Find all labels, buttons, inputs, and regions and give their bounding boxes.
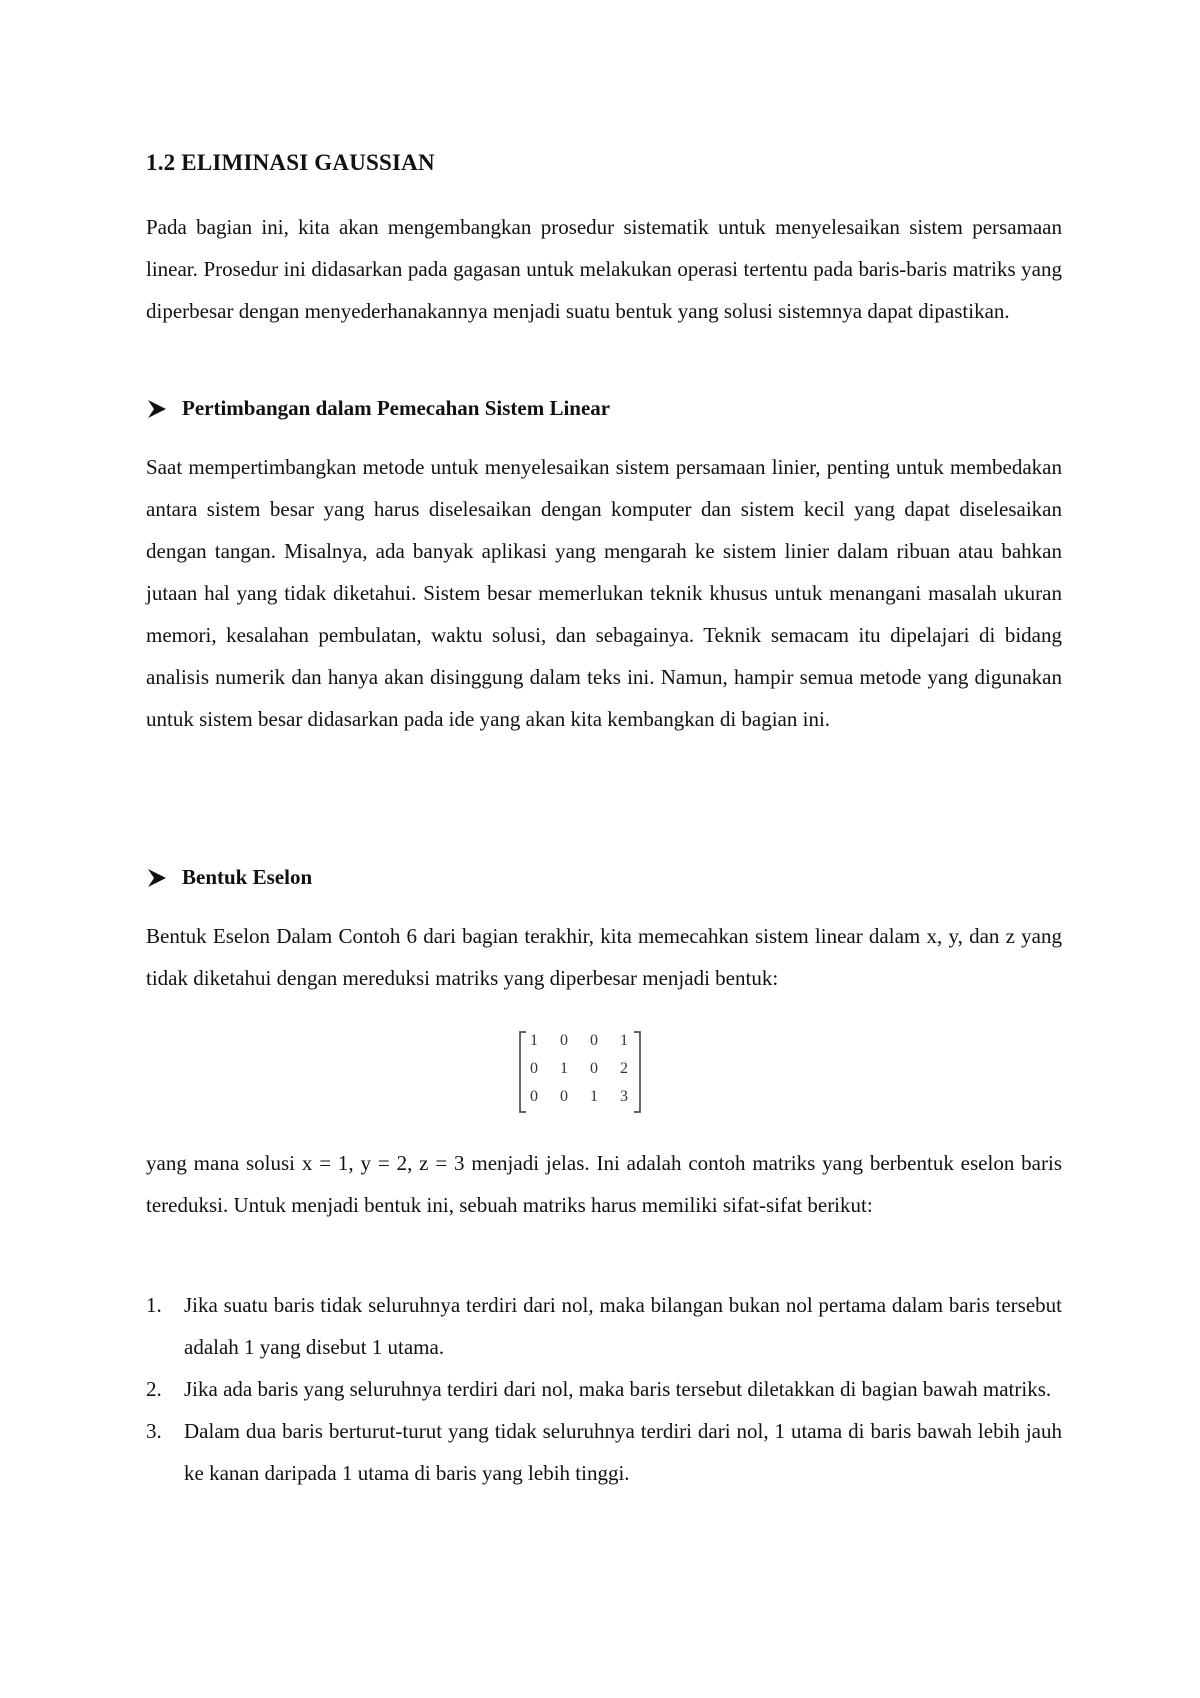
- list-item: [146, 1284, 1062, 1368]
- subheading-label: Bentuk Eselon: [182, 865, 313, 889]
- list-text: Jika suatu baris tidak seluruhnya terdiri dari nol, maka bilangan bukan nol pertama dalam baris tersebut adalah 1 yang disebut 1 utama.: [184, 1293, 1062, 1359]
- matrix-cell: 2: [620, 1060, 628, 1077]
- subheading-label: Pertimbangan dalam Pemecahan Sistem Linear: [182, 396, 611, 420]
- bentuk-eselon-paragraph: Bentuk Eselon Dalam Contoh 6 dari bagian terakhir, kita memecahkan sistem linear dalam x, y, dan z yang tidak diketahui dengan mereduksi matriks yang diperbesar menjadi bentuk:: [146, 924, 1062, 990]
- matrix-cell: 0: [560, 1088, 568, 1105]
- matrix-cell: 0: [590, 1032, 598, 1049]
- augmented-matrix: [518, 1030, 642, 1114]
- pertimbangan-paragraph: Saat mempertimbangkan metode untuk menyelesaikan sistem persamaan linier, penting untuk membedakan antara sistem besar yang harus diselesaikan dengan komputer dan sistem kecil yang dapat diselesaikan dengan tangan. Misalnya, ada banyak aplikasi yang mengarah ke sistem linier dalam ribuan atau bahkan jutaan hal yang tidak diketahui. Sistem besar memerlukan teknik khusus untuk menangani masalah ukuran memori, kesalahan pembulatan, waktu solusi, dan sebagainya. Teknik semacam itu dipelajari di bidang analisis numerik dan hanya akan disinggung dalam teks ini. Namun, hampir semua metode yang digunakan untuk sistem besar didasarkan pada ide yang akan kita kembangkan di bagian ini.: [146, 455, 1062, 731]
- list-item: [146, 1410, 1062, 1494]
- arrow-bullet-icon: [146, 398, 168, 420]
- subheading-pertimbangan: [146, 396, 610, 421]
- matrix-cell: 0: [530, 1060, 538, 1077]
- list-number: 2.: [146, 1377, 162, 1401]
- matrix-cell: 1: [560, 1060, 568, 1077]
- matrix-cell: 0: [590, 1060, 598, 1077]
- solution-paragraph: yang mana solusi x = 1, y = 2, z = 3 menjadi jelas. Ini adalah contoh matriks yang berbentuk eselon baris tereduksi. Untuk menjadi bentuk ini, sebuah matriks harus memiliki sifat-sifat berikut:: [146, 1151, 1062, 1217]
- matrix-cell: 1: [620, 1032, 628, 1049]
- list-item: [146, 1368, 1062, 1410]
- matrix-cell: 0: [530, 1088, 538, 1105]
- matrix-cell: 3: [620, 1088, 628, 1105]
- list-text: Jika ada baris yang seluruhnya terdiri dari nol, maka baris tersebut diletakkan di bagian bawah matriks.: [184, 1377, 1052, 1401]
- list-number: 1.: [146, 1293, 162, 1317]
- list-text: Dalam dua baris berturut-turut yang tidak seluruhnya terdiri dari nol, 1 utama di baris bawah lebih jauh ke kanan daripada 1 utama di baris yang lebih tinggi.: [184, 1419, 1062, 1485]
- subheading-bentuk-eselon: [146, 865, 312, 890]
- section-heading: 1.2 ELIMINASI GAUSSIAN: [146, 150, 435, 175]
- matrix-cell: 0: [560, 1032, 568, 1049]
- intro-paragraph: Pada bagian ini, kita akan mengembangkan prosedur sistematik untuk menyelesaikan sistem persamaan linear. Prosedur ini didasarkan pada gagasan untuk melakukan operasi tertentu pada baris-baris matriks yang diperbesar dengan menyederhanakannya menjadi suatu bentuk yang solusi sistemnya dapat dipastikan.: [146, 215, 1062, 323]
- matrix-cell: 1: [530, 1032, 538, 1049]
- arrow-bullet-icon: [146, 867, 168, 889]
- properties-list: [146, 1284, 1062, 1494]
- matrix-cell: 1: [590, 1088, 598, 1105]
- list-number: 3.: [146, 1419, 162, 1443]
